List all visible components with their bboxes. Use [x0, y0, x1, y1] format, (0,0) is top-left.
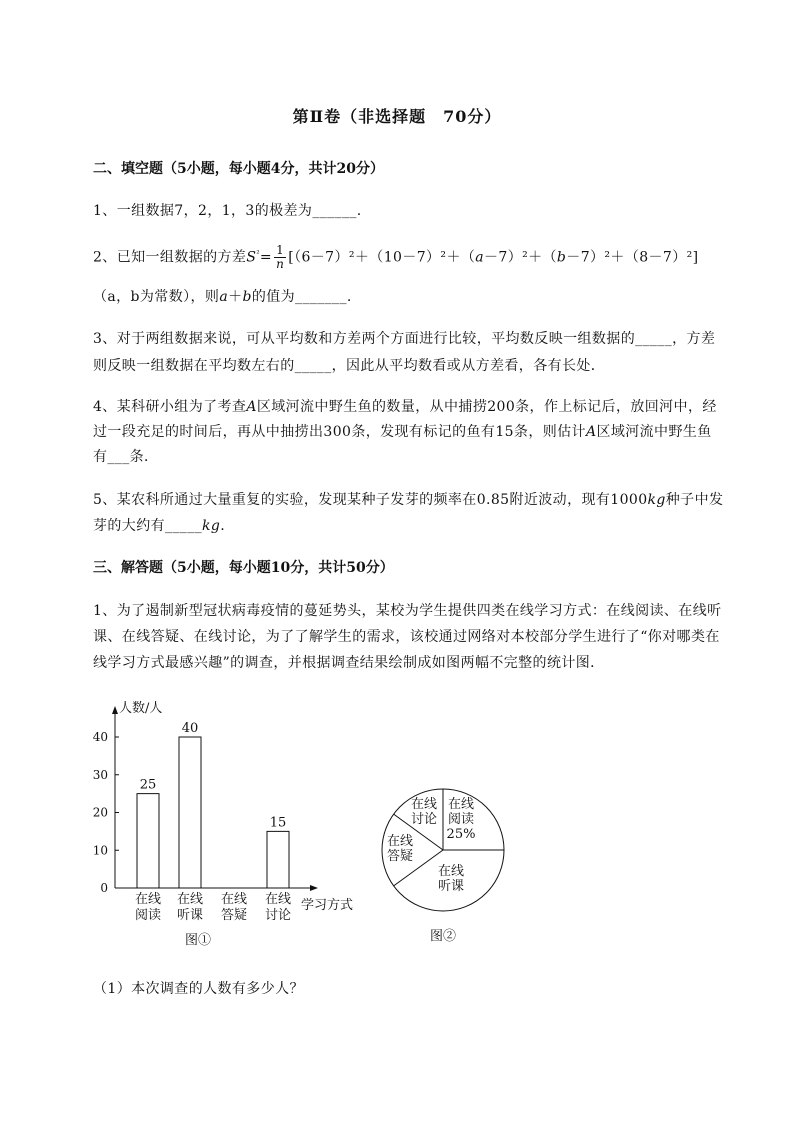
fill-question-2-line-2: （a，b为常数），则a＋b的值为_______. — [93, 289, 352, 305]
fill-question-5-line-2: 芽的大约有_____kg. — [93, 518, 226, 534]
pie-slice-label-line-2: 阅读 — [447, 812, 475, 827]
fraction-one-over-n: $\frac{1}{n}$ — [276, 243, 285, 271]
y-tick-label: 0 — [100, 881, 108, 895]
answer-section-heading: 三、解答题（5小题，每小题10分，共计50分） — [93, 560, 394, 576]
pie-slice-label-line-1: 在线 — [447, 797, 475, 812]
answer-question-1-line-1: 1、为了遏制新型冠状病毒疫情的蔓延势头，某校为学生提供四类在线学习方式：在线阅读、在线听 — [93, 603, 722, 619]
pie-slice-label-line-1: 在线 — [410, 797, 438, 812]
category-label-line-1: 在线 — [134, 892, 162, 907]
y-tick-label: 20 — [92, 805, 108, 820]
category-label-line-2: 讨论 — [264, 908, 292, 923]
category-label-line-2: 阅读 — [134, 908, 162, 923]
fill-question-3-line-1: 3、对于两组数据来说，可从平均数和方差两个方面进行比较，平均数反映一组数据的_____，方差 — [93, 331, 716, 347]
pie-slice-label-line-1: 在线 — [437, 864, 465, 879]
y-axis-label: 人数/人 — [119, 701, 163, 716]
page-title: 第Ⅱ卷（非选择题 70分） — [292, 107, 502, 126]
fill-section-heading: 二、填空题（5小题，每小题4分，共计20分） — [93, 161, 384, 177]
y-tick-label: 10 — [92, 843, 108, 858]
bar-chart-caption: 图① — [184, 933, 212, 948]
pie-slice-label-line-2: 讨论 — [410, 812, 438, 827]
pie-slice-label-line-2: 答疑 — [386, 849, 414, 864]
pie-slice-label-line-1: 在线 — [386, 834, 414, 849]
category-label-line-2: 听课 — [176, 908, 204, 923]
fill-question-4-line-2: 过一段充足的时间后，再从中抽捞出300条，发现有标记的鱼有15条，则估计A区域河流中野生鱼 — [93, 424, 712, 440]
pie-chart-caption: 图② — [429, 929, 457, 944]
fill-question-4-line-1: 4、某科研小组为了考查A区域河流中野生鱼的数量，从中捕捞200条，作上标记后，放回河中，经 — [93, 399, 717, 415]
sub-question-1: （1）本次调查的人数有多少人？ — [93, 981, 304, 997]
category-label-line-1: 在线 — [176, 892, 204, 907]
fill-question-4-line-3: 有___条． — [93, 449, 159, 465]
x-axis-label: 学习方式 — [301, 898, 354, 913]
fill-question-3-line-2: 则反映一组数据在平均数左右的_____，因此从平均数看或从方差看，各有长处． — [93, 358, 606, 374]
answer-blank[interactable]: _______ — [295, 289, 347, 305]
answer-blank[interactable]: ______ — [312, 203, 357, 219]
fill-question-5-line-1: 5、某农科所通过大量重复的实验，发现某种子发芽的频率在0.85附近波动，现有1000kg种子中发 — [93, 492, 724, 508]
category-label-line-1: 在线 — [264, 892, 292, 907]
category-label-line-1: 在线 — [220, 892, 248, 907]
bar-data-label: 15 — [269, 815, 287, 831]
fill-question-2-line-1: 2、已知一组数据的方差$S^{^2}=$ $\frac{1}{n}$ [（6－7）²＋（10－7）²＋（a－7）²＋（b－7）²＋（8－7）²] — [93, 243, 699, 271]
answer-blank[interactable]: _____ — [165, 518, 202, 534]
category-label-line-2: 答疑 — [220, 908, 248, 923]
y-tick-label: 30 — [92, 767, 108, 782]
fill-question-1: 1、一组数据7，2，1，3的极差为______. — [93, 203, 362, 219]
answer-question-1-line-2: 课、在线答疑、在线讨论，为了了解学生的需求，该校通过网络对本校部分学生进行了“你对哪类在 — [93, 629, 720, 645]
bar-data-label: 40 — [181, 721, 199, 736]
pie-slice-value-label: 25% — [446, 827, 476, 842]
answer-blank[interactable]: _____ — [635, 331, 673, 347]
answer-question-1-line-3: 线学习方式最感兴趣”的调查，并根据调查结果绘制成如图两幅不完整的统计图． — [93, 655, 605, 671]
answer-blank[interactable]: ___ — [107, 449, 130, 465]
y-tick-label: 40 — [92, 730, 108, 744]
pie-slice-label-line-2: 听课 — [437, 879, 465, 894]
bar-data-label: 25 — [139, 777, 157, 793]
answer-blank[interactable]: _____ — [294, 358, 332, 374]
